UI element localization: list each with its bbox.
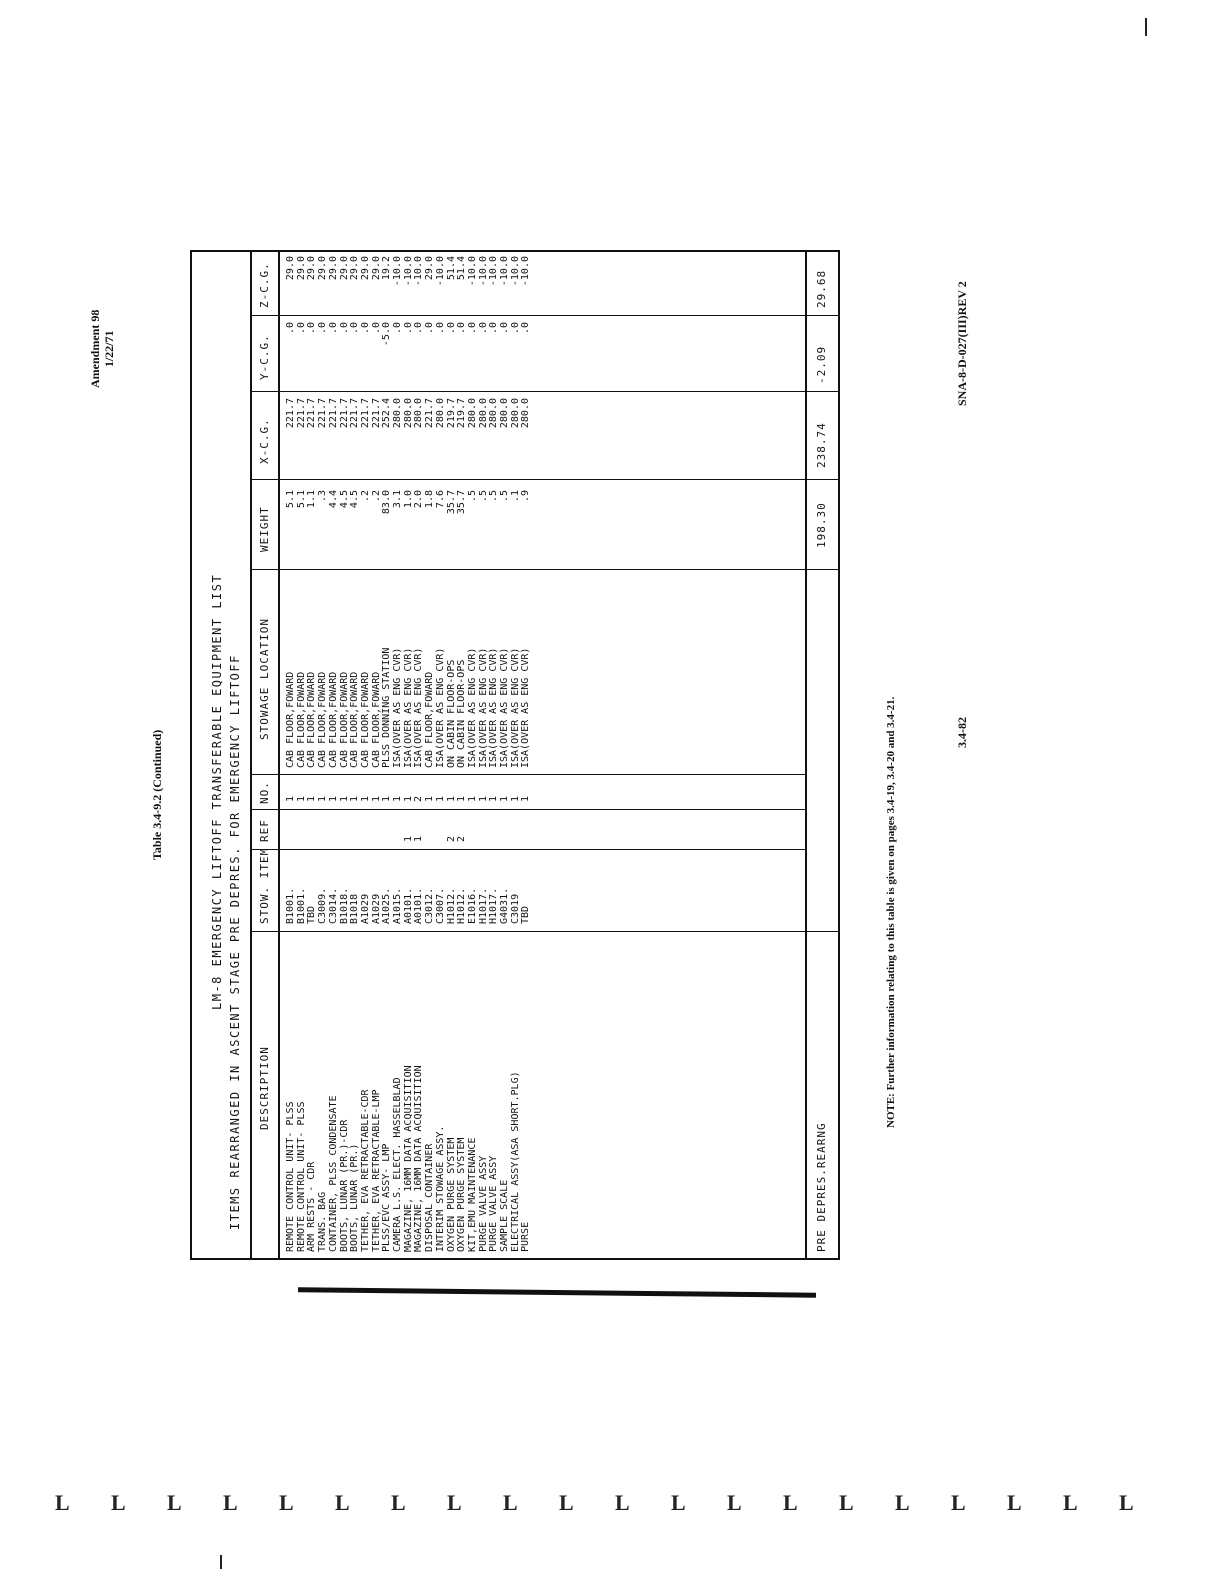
cell-no: 1 (306, 795, 318, 802)
film-mark: L (335, 1490, 350, 1515)
cell-weight: .5 (477, 490, 489, 503)
cell-stow-item: TBD (306, 905, 318, 924)
table-title-line1: LM-8 EMERGENCY LIFTOFF TRANSFERABLE EQUIPMENT LIST (210, 573, 224, 1010)
cell-stowage-location: CAB FLOOR,FOWARD (424, 671, 436, 768)
film-mark: L (615, 1490, 630, 1515)
cell-z-cg: 29.0 (338, 256, 350, 281)
total-z-cg: 29.68 (815, 269, 828, 308)
cell-description: PLSS/EVC ASSY- LMP (381, 1143, 393, 1252)
table-note: NOTE: Further information relating to this table is given on pages 3.4-19, 3.4-20 and 3.4-21. (885, 696, 897, 1128)
cell-no: 1 (499, 795, 510, 802)
cell-x-cg: 221.7 (338, 398, 350, 429)
cell-x-cg: 280.0 (434, 398, 446, 429)
cell-weight: .2 (359, 490, 371, 503)
cell-weight: 5.1 (295, 490, 307, 509)
cell-y-cg: .0 (370, 322, 382, 335)
cell-description: CAMERA L.S. ELECT. HASSELBLAD (392, 1077, 403, 1252)
col-divider (250, 849, 805, 850)
film-mark: L (895, 1490, 910, 1515)
cell-weight: 3.1 (392, 490, 403, 509)
equipment-table (190, 250, 840, 1260)
cell-description: DISPOSAL CONTAINER (424, 1143, 436, 1252)
col-divider (250, 931, 840, 932)
cell-weight: 4.5 (338, 490, 350, 509)
cell-stowage-location: ISA(OVER AS ENG CVR) (434, 647, 446, 768)
cell-x-cg: 280.0 (477, 398, 489, 429)
cell-no: 1 (509, 795, 521, 802)
col-divider (250, 315, 840, 316)
cell-x-cg: 221.7 (424, 398, 436, 429)
cell-z-cg: 51.4 (445, 256, 457, 281)
col-header-ref: REF (258, 819, 271, 842)
cell-weight: 4.4 (327, 490, 339, 509)
cell-z-cg: -10.0 (520, 256, 532, 287)
cell-no: 1 (338, 795, 350, 802)
cell-no: 1 (359, 795, 371, 802)
total-top-rule (805, 250, 807, 1260)
cell-z-cg: 29.0 (359, 256, 371, 281)
cell-description: REMOTE CONTROL UNIT- PLSS (285, 1101, 296, 1252)
total-weight: 198.30 (815, 502, 828, 548)
cell-description: TETHER, EVA RETRACTABLE-LMP (370, 1089, 382, 1252)
film-mark: L (951, 1490, 966, 1515)
cell-y-cg: .0 (402, 322, 414, 335)
cell-z-cg: 29.0 (370, 256, 382, 281)
cell-no: 2 (413, 795, 425, 802)
table-caption: Table 3.4-9.2 (Continued) (150, 729, 164, 860)
film-mark: L (223, 1490, 238, 1515)
cell-description: INTERIM STOWAGE ASSY. (434, 1125, 446, 1252)
cell-no: 1 (349, 795, 361, 802)
film-mark: L (55, 1490, 70, 1515)
cell-stow-item: H1017. (488, 887, 500, 924)
cell-description: REMOTE CONTROL UNIT- PLSS (295, 1101, 307, 1252)
cell-y-cg: .0 (285, 322, 296, 335)
cell-x-cg: 221.7 (285, 398, 296, 429)
cell-weight: 1.8 (424, 490, 436, 509)
col-divider (250, 774, 805, 775)
cell-y-cg: -5.0 (381, 322, 393, 347)
cell-y-cg: .0 (488, 322, 500, 335)
cell-description: MAGAZINE, 16MM DATA ACQUISITION (413, 1065, 425, 1252)
cell-no: 1 (370, 795, 382, 802)
cell-x-cg: 221.7 (317, 398, 329, 429)
cell-stowage-location: CAB FLOOR,FOWARD (359, 671, 371, 768)
cell-no: 1 (456, 795, 468, 802)
cell-y-cg: .0 (413, 322, 425, 335)
cell-description: MAGAZINE, 16MM DATA ACQUISITION (402, 1065, 414, 1252)
cell-description: BOOTS, LUNAR (PR.)-CDR (338, 1119, 350, 1252)
cell-no: 1 (327, 795, 339, 802)
film-mark: L (1063, 1490, 1078, 1515)
cell-y-cg: .0 (499, 322, 510, 335)
page-number: 3.4-82 (955, 717, 969, 748)
cell-weight: 1.1 (306, 490, 318, 509)
col-header-no: NO. (258, 781, 271, 804)
cell-y-cg: .0 (392, 322, 403, 335)
cell-description: TETHER, EVA RETRACTABLE-CDR (359, 1089, 371, 1252)
amendment-date: 1/22/71 (102, 330, 116, 368)
cell-stowage-location: ISA(OVER AS ENG CVR) (477, 647, 489, 768)
cell-y-cg: .0 (434, 322, 446, 335)
cell-stowage-location: CAB FLOOR,FOWARD (306, 671, 318, 768)
cell-y-cg: .0 (295, 322, 307, 335)
cell-x-cg: 280.0 (392, 398, 403, 429)
cell-x-cg: 280.0 (509, 398, 521, 429)
scan-mark (1145, 18, 1147, 36)
col-header-y-cg: Y-C.G. (258, 334, 271, 380)
cell-stow-item: TBD (520, 905, 532, 924)
cell-stow-item: A1029 (359, 893, 371, 924)
cell-z-cg: -10.0 (509, 256, 521, 287)
cell-x-cg: 221.7 (349, 398, 361, 429)
cell-description: OXYGEN PURGE SYSTEM (445, 1137, 457, 1252)
cell-z-cg: -10.0 (499, 256, 510, 287)
film-mark: L (839, 1490, 854, 1515)
header-bottom-rule (278, 250, 280, 1260)
total-label: PRE DEPRES.REARNG (815, 1122, 828, 1252)
scan-mark (220, 1555, 222, 1569)
cell-weight: .5 (499, 490, 510, 503)
col-divider (250, 809, 805, 810)
cell-description: BOOTS, LUNAR (PR.) (349, 1143, 361, 1252)
cell-description: OXYGEN PURGE SYSTEM (456, 1137, 468, 1252)
cell-weight: .5 (466, 490, 478, 503)
cell-stowage-location: ISA(OVER AS ENG CVR) (392, 647, 403, 768)
cell-description: PURGE VALVE ASSY (477, 1155, 489, 1252)
cell-z-cg: 51.4 (456, 256, 468, 281)
col-header-stow-item: STOW. ITEM (258, 847, 271, 924)
col-divider (250, 479, 840, 480)
cell-description: PURSE (520, 1221, 532, 1252)
document-id: SNA-8-D-027(III)REV 2 (955, 281, 969, 406)
cell-stowage-location: ISA(OVER AS ENG CVR) (520, 647, 532, 768)
cell-no: 1 (295, 795, 307, 802)
cell-stowage-location: PLSS DONNING STATION (381, 647, 393, 768)
cell-description: ARM RESTS - CDR (306, 1161, 318, 1252)
cell-ref: 2 (456, 835, 468, 842)
cell-no: 1 (488, 795, 500, 802)
cell-weight: 5.1 (285, 490, 296, 509)
cell-z-cg: 19.2 (381, 256, 393, 281)
cell-ref: 1 (402, 835, 414, 842)
col-header-stowage-location: STOWAGE LOCATION (258, 618, 271, 740)
cell-stow-item: A0101. (402, 887, 414, 924)
cell-x-cg: 252.4 (381, 398, 393, 429)
cell-no: 1 (285, 795, 296, 802)
cell-no: 1 (477, 795, 489, 802)
col-header-description: DESCRIPTION (258, 1046, 271, 1130)
table-title-line2: ITEMS REARRANGED IN ASCENT STAGE PRE DEPRES. FOR EMERGENCY LIFTOFF (228, 654, 242, 1230)
cell-y-cg: .0 (306, 322, 318, 335)
cell-y-cg: .0 (520, 322, 532, 335)
cell-weight: 35.7 (445, 490, 457, 515)
film-mark: L (783, 1490, 798, 1515)
cell-x-cg: 280.0 (520, 398, 532, 429)
cell-stowage-location: CAB FLOOR,FOWARD (285, 671, 296, 768)
cell-description: SAMPLE SCALE (499, 1179, 510, 1252)
cell-stowage-location: CAB FLOOR,FOWARD (295, 671, 307, 768)
cell-weight: .9 (520, 490, 532, 503)
cell-stow-item: H1017. (477, 887, 489, 924)
cell-z-cg: 29.0 (349, 256, 361, 281)
total-y-cg: -2.09 (815, 345, 828, 384)
cell-stowage-location: ISA(OVER AS ENG CVR) (413, 647, 425, 768)
cell-stowage-location: CAB FLOOR,FOWARD (317, 671, 329, 768)
cell-no: 1 (317, 795, 329, 802)
cell-x-cg: 221.7 (327, 398, 339, 429)
amendment-stamp (88, 310, 116, 388)
header-top-rule (250, 250, 252, 1260)
cell-no: 1 (466, 795, 478, 802)
cell-y-cg: .0 (317, 322, 329, 335)
cell-y-cg: .0 (456, 322, 468, 335)
cell-stow-item: C3012. (424, 887, 436, 924)
cell-no: 1 (520, 795, 532, 802)
col-divider (250, 569, 840, 570)
film-mark: L (447, 1490, 462, 1515)
cell-stowage-location: CAB FLOOR,FOWARD (327, 671, 339, 768)
cell-stowage-location: CAB FLOOR,FOWARD (338, 671, 350, 768)
cell-weight: .5 (488, 490, 500, 503)
cell-y-cg: .0 (349, 322, 361, 335)
cell-stowage-location: CAB FLOOR,FOWARD (349, 671, 361, 768)
cell-weight: .2 (370, 490, 382, 503)
cell-stowage-location: ON CABIN FLOOR-OPS (456, 659, 468, 768)
black-rule (298, 1287, 816, 1297)
cell-stowage-location: CAB FLOOR,FOWARD (370, 671, 382, 768)
film-mark: L (167, 1490, 182, 1515)
cell-x-cg: 280.0 (488, 398, 500, 429)
cell-stow-item: H1012. (456, 887, 468, 924)
cell-no: 1 (424, 795, 436, 802)
cell-y-cg: .0 (424, 322, 436, 335)
cell-z-cg: -10.0 (477, 256, 489, 287)
cell-stowage-location: ISA(OVER AS ENG CVR) (499, 647, 510, 768)
film-mark: L (559, 1490, 574, 1515)
cell-stow-item: B1001. (295, 887, 307, 924)
cell-stow-item: A1025. (381, 887, 393, 924)
cell-y-cg: .0 (466, 322, 478, 335)
cell-stowage-location: ISA(OVER AS ENG CVR) (509, 647, 521, 768)
cell-stow-item: C3007. (434, 887, 446, 924)
cell-z-cg: -10.0 (392, 256, 403, 287)
cell-y-cg: .0 (359, 322, 371, 335)
cell-x-cg: 280.0 (402, 398, 414, 429)
cell-stow-item: G4031. (499, 887, 510, 924)
cell-y-cg: .0 (509, 322, 521, 335)
cell-stow-item: A1015. (392, 887, 403, 924)
cell-ref: 2 (445, 835, 457, 842)
cell-weight: 1.0 (402, 490, 414, 509)
cell-stowage-location: ISA(OVER AS ENG CVR) (488, 647, 500, 768)
cell-stow-item: E1016. (466, 887, 478, 924)
cell-x-cg: 221.7 (306, 398, 318, 429)
cell-x-cg: 219.7 (445, 398, 457, 429)
cell-stow-item: C3014. (327, 887, 339, 924)
cell-weight: 7.6 (434, 490, 446, 509)
cell-stow-item: A1029 (370, 893, 382, 924)
cell-weight: .3 (317, 490, 329, 503)
col-divider (250, 391, 840, 392)
cell-stow-item: B1001. (285, 887, 296, 924)
cell-z-cg: -10.0 (402, 256, 414, 287)
cell-stow-item: A0101. (413, 887, 425, 924)
cell-ref: 1 (413, 835, 425, 842)
cell-stow-item: C3009. (317, 887, 329, 924)
film-mark: L (503, 1490, 518, 1515)
cell-weight: 4.5 (349, 490, 361, 509)
col-header-z-cg: Z-C.G. (258, 262, 271, 308)
total-x-cg: 238.74 (815, 422, 828, 468)
cell-weight: 2.0 (413, 490, 425, 509)
cell-z-cg: 29.0 (285, 256, 296, 281)
cell-x-cg: 280.0 (499, 398, 510, 429)
cell-z-cg: -10.0 (466, 256, 478, 287)
cell-x-cg: 280.0 (466, 398, 478, 429)
film-mark: L (111, 1490, 126, 1515)
film-mark: L (1119, 1490, 1134, 1515)
cell-y-cg: .0 (338, 322, 350, 335)
cell-z-cg: 29.0 (306, 256, 318, 281)
cell-x-cg: 221.7 (370, 398, 382, 429)
cell-no: 1 (381, 795, 393, 802)
cell-no: 1 (434, 795, 446, 802)
cell-no: 1 (402, 795, 414, 802)
film-mark: L (671, 1490, 686, 1515)
cell-z-cg: -10.0 (413, 256, 425, 287)
film-mark: L (1007, 1490, 1022, 1515)
cell-no: 1 (445, 795, 457, 802)
cell-description: CONTAINER, PLSS CONDENSATE (327, 1095, 339, 1252)
cell-stow-item: C3019 (509, 893, 521, 924)
cell-y-cg: .0 (477, 322, 489, 335)
cell-stow-item: B1018 (349, 893, 361, 924)
cell-weight: .1 (509, 490, 521, 503)
cell-x-cg: 221.7 (295, 398, 307, 429)
cell-stowage-location: ISA(OVER AS ENG CVR) (466, 647, 478, 768)
cell-no: 1 (392, 795, 403, 802)
col-header-weight: WEIGHT (258, 506, 271, 552)
cell-stowage-location: ISA(OVER AS ENG CVR) (402, 647, 414, 768)
cell-z-cg: 29.0 (295, 256, 307, 281)
cell-stow-item: H1012. (445, 887, 457, 924)
cell-z-cg: 29.0 (327, 256, 339, 281)
cell-x-cg: 280.0 (413, 398, 425, 429)
cell-stow-item: B1018. (338, 887, 350, 924)
cell-y-cg: .0 (445, 322, 457, 335)
film-mark: L (727, 1490, 742, 1515)
film-mark: L (391, 1490, 406, 1515)
cell-description: TRANS. BAG (317, 1191, 329, 1252)
cell-description: KIT,EMU MAINTENANCE (466, 1137, 478, 1252)
cell-z-cg: -10.0 (488, 256, 500, 287)
amendment-label: Amendment 98 (88, 309, 102, 388)
col-header-x-cg: X-C.G. (258, 418, 271, 464)
cell-description: ELECTRICAL ASSY(ASA SHORT.PLG) (509, 1071, 521, 1252)
cell-y-cg: .0 (327, 322, 339, 335)
cell-x-cg: 219.7 (456, 398, 468, 429)
cell-weight: 83.0 (381, 490, 393, 515)
cell-description: PURGE VALVE ASSY (488, 1155, 500, 1252)
cell-z-cg: 29.0 (317, 256, 329, 281)
cell-x-cg: 221.7 (359, 398, 371, 429)
cell-stowage-location: ON CABIN FLOOR-OPS (445, 659, 457, 768)
cell-z-cg: 29.0 (424, 256, 436, 281)
cell-weight: 35.7 (456, 490, 468, 515)
film-mark: L (279, 1490, 294, 1515)
cell-z-cg: -10.0 (434, 256, 446, 287)
